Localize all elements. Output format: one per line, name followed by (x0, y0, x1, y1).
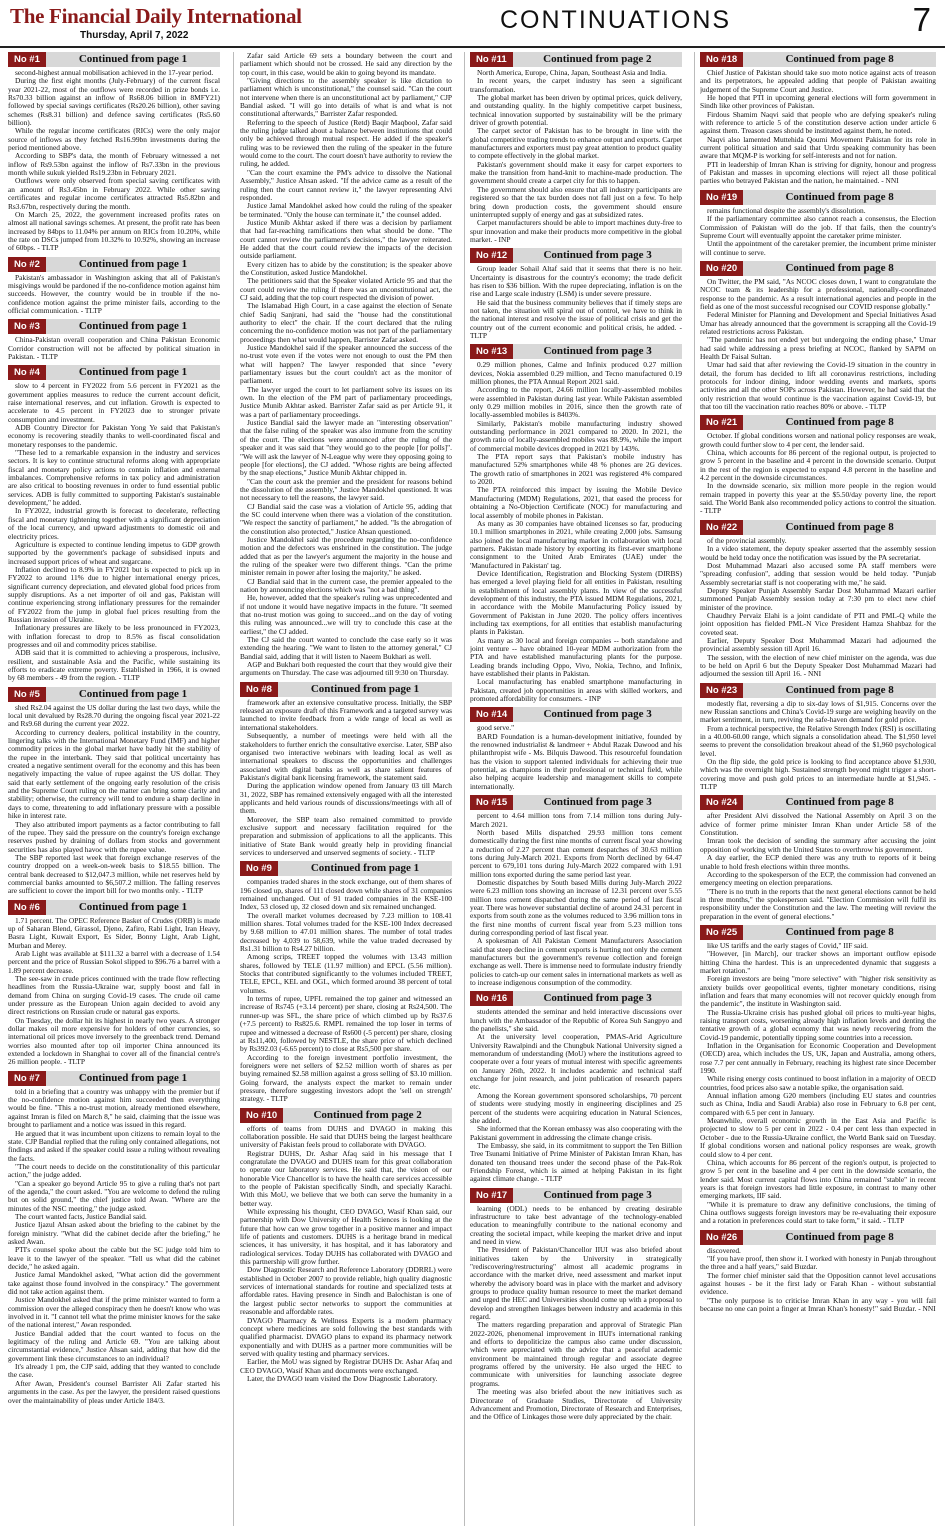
continued-from-label: Continued from page 8 (785, 1230, 894, 1243)
article-paragraph: Foreign investors are being "more selective" with "higher risk sensitivity as anxiety builds over geopolitical events, tighter monetary conditions, rising inflation and fears that many economies will not recover quickly enough from the pandemic", the institute in Washington said. (700, 974, 936, 1009)
article-paragraph: During the first eight months (July-February) of the current fiscal year 2021-22, most of the outflows were recorded in prize bonds i.e. Rs70.33 billion against an inflow of Rs68.06 billion in 8MFY21) followed by special savings certificates (Rs20.26 billion), other saving schemes (Rs8.31 billion) and defence saving certificates (Rs5.60 billion). (8, 76, 220, 128)
article-paragraph: percent to 4.64 million tons from 7.14 million tons during July-March 2021. (470, 811, 682, 829)
article-paragraph: The see-saw in crude prices continued with the trade flow reflecting headlines from the Russia-Ukraine war, supply boost and fall in demand from China on surging Covid-19 cases. The crude oil came under pressure as the European Union again decided to avoid any direct restrictions on Russian crude or natural gas exports. (8, 974, 220, 1017)
continuation-article (470, 707, 682, 791)
article-paragraph: On Tuesday, the dollar hit its highest in nearly two years. A stronger dollar makes oil more expensive for holders of other currencies, so international oil prices move inversely to the greenback trend. Demand worries also mounted after top oil importer China announced its extended a lockdown in Shanghai to cover all of the financial centre's 26 million people. - TLTP (8, 1015, 220, 1067)
article-paragraph: Justice Jamal Mandokhel asked how could the ruling of the speaker be terminated. "Only the house can terminate it," the counsel added. (240, 201, 452, 219)
article-paragraph: In the downside scenario, six million more people in the region would remain trapped in poverty this year at the $5.50/day poverty line, the report said. The World Bank also recommended policy actions to control the situation. - TLTP (700, 481, 936, 516)
article-paragraph: On Twitter, the PM said, "As NCOC closes down, I want to congratulate the NCOC team & its leadership for a professional, nationally-coordinated response to the pandemic. As a result international agencies and people in the field as one of the most successful recognised our COVID response globally." (700, 276, 936, 311)
continuation-number: No #5 (8, 687, 46, 702)
section-title: CONTINUATIONS (500, 6, 732, 34)
article-paragraph: The overall market volumes decreased by 7.23 million to 108.41 million shares. Total volumes traded for the KSE-100 Index decreased by 9.68 million to 47.01 million shares. The number of total trades decreased by 4,039 to 58,639, while the value traded decreased by Rs1.31 billion to Rs4.27 billion. (240, 910, 452, 954)
masthead (0, 0, 945, 48)
continuation-number: No #9 (240, 861, 278, 876)
article-paragraph: North based Mills dispatched 29.93 million tons cement domestically during the first nine months of current fiscal year showing a reduction of 2.27 percent than cement despatches of 30.63 million tons during July-March 2021. Exports from North declined by 64.47 percent to 679,101 tons during July-March 2022 compared with 1.91 million tons exported during the same period last year. (470, 827, 682, 879)
article-paragraph: Justice Mandokhel asked that if the prime minister wanted to form a commission over the alleged conspiracy then he doesn't know who was involved in it. "I cannot tell what the prime minister knows for the sake of the national interest," Awan responded. (8, 1295, 220, 1330)
article-paragraph: modestly flat, reversing a dip to six-day lows of $1,915. Concerns over the new Russian sanctions and China's Covid-19 surge are weighing heavily on the market sentiment, in turn, reviving the safe-haven demand for gold price. (700, 698, 936, 725)
article-paragraph: China, which accounts for 86 percent of the region's output, is projected to grow 5 per cent in the baseline and 4 per cent in the downside scenario, the lender said. Most current capital flows into China remained "stable" in recent years is that foreign investors had little exposure, in contrast to many other emerging markets, IIF said. (700, 1157, 936, 1201)
continuation-number: No #18 (700, 52, 743, 67)
article-paragraph: Naqvi also lamented Muttehida Qoumi Movement Pakistan for its role in current political situation and said that Urdu speaking community has been aware that MQM-P is working for self-interests and not for nation. (700, 134, 936, 161)
continuation-header (8, 257, 220, 272)
article-paragraph: The government should also ensure that all industry participants are registered so that the tax burden does not fall just on a few. To help bring down production costs, the government should ensure uninterrupted supply of energy and gas at subsidized rates. (470, 184, 682, 219)
column-divider (233, 52, 234, 1526)
article-paragraph: On the flip side, the gold price is looking to find acceptance above $1,930, which was the overnight high. Sustained strength beyond might trigger a short-covering move and push gold prices to an intermediate hurdle at $1,945. - TLTP (700, 757, 936, 792)
article-paragraph: The Islamabad High Court, in a case against the election of Senate chief Sadiq Sanjrani, had said the "house had the constitutional authority to elect" the chair. If the court declared that the ruling concerning the no-confidence motion was not part of the parliamentary proceedings then what would happen, Barrister Zafar asked. (240, 301, 452, 344)
article-paragraph: Moreover, the SBP team also remained committed to provide exclusive support and necessary facilitation required for the preparation and submission of applications to all the applicants. This initiative of State Bank would greatly help in providing financial services to underserved and unserved segments of society. - TLTP (240, 814, 452, 857)
article-paragraph: Inflation in the Organisation for Economic Cooperation and Development (OECD) area, which includes the US, UK, Japan and Australia, among others, rose 7.7 per cent annually in February, reaching its highest rate since December 1990. (700, 1041, 936, 1076)
article-paragraph: "Can the court examine the PM's advice to dissolve the National Assembly," Justice Ahsan asked. "If the advice came as a result of the ruling then the court cannot review it," the lawyer representing Alvi responded. (240, 167, 452, 202)
article-paragraph: China, which accounts for 86 percent of the regional output, is projected to grow 5 percent in the baseline and 4 percent in the downside scenario. Output in the rest of the region is expected to expand 4.8 percent in the baseline and 4.2 percent in the downside circumstances. (700, 448, 936, 483)
article-paragraph: Outflows were only observed from special saving certificates with an amount of Rs3.45bn in February 2022. While other saving certificates and regular income certificates attracted Rs5.82bn and Rs3.67bn, respectively during the month. (8, 176, 220, 211)
article-paragraph: Justice Ijazul Ahsan asked about the briefing to the cabinet by the foreign ministry. "What did the cabinet decide after the briefing," he asked Awan. (8, 1220, 220, 1246)
article-paragraph: Justice Mandokhel said the procedure regarding the no-confidence motion and the defectors was enshrined in the constitution. The judge added that as per the lawyer's argument the majority in the house and the ruling of the speaker were two different things. "Can the prime minister remain in power after losing the majority," he asked. (240, 534, 452, 578)
continuation-article (470, 248, 682, 340)
article-paragraph: The carpet sector of Pakistan has to be brought in line with the global competitive trading trends to enhance output and exports. Carpet manufacturers and exporters must pay great attention to product quality to compete effectively in the global market. (470, 126, 682, 161)
article-paragraph: The PTA reinforced this impact by issuing the Mobile Device Manufacturing (MDM) Regulations, 2021, that eased the process for obtaining a No-Objection Certificate (NOC) for manufacturing and local assembly of mobile phones in Pakistan. (470, 485, 682, 520)
continued-from-label: Continued from page 8 (785, 190, 894, 203)
column-3 (470, 52, 682, 1526)
article-paragraph: A day earlier, the ECP denied there was any truth to reports of it being unable to hold fresh elections within three months. (700, 853, 936, 871)
article-paragraph: Zafar said Article 69 sets a boundary between the court and parliament which should not be crossed. He said any direction by the top court, in this case, would be akin to going beyond its mandate. (240, 52, 452, 77)
continued-from-label: Continued from page 3 (543, 708, 652, 721)
article-paragraph: Among scrips, TREET topped the volumes with 13.43 million shares, followed by TELE (11.97 million) and EPCL (5.56 million). Stocks that contributed significantly to the volumes included TREET, TELE, EPCL, KEL and OGL, which formed around 38 percent of total volumes. (240, 952, 452, 995)
continued-from-label: Continued from page 3 (543, 796, 652, 809)
column-2 (240, 52, 452, 1526)
article-paragraph: Earlier, the MoU was signed by Registrar DUHS Dr. Ashar Afaq and CEO DVAGO, Wasif Khan and documents were exchanged. (240, 1357, 452, 1375)
continuation-number: No #15 (470, 795, 513, 810)
continuation-number: No #19 (700, 190, 743, 205)
article-paragraph: As many as 30 local and foreign companies -- both standalone and joint venture -- have obtained 10-year MDM authorization from the PTA and have established manufacturing plants for the purpose. Leading brands including Oppo, Vivo, Nokia, Techno, and Infinix, have established their plants in Pakistan. (470, 635, 682, 679)
article-paragraph: Inflation declined to 8.9% in FY2021 but is expected to pick up in FY2022 to around 11% due to higher international energy prices, significant currency depreciation, and elevated global food prices from supply disruptions. As a net importer of oil and gas, Pakistan will continue experiencing strong inflationary pressures for the remainder of FY2022 from the jump in global fuel prices resulting from the Russian invasion of Ukraine. (8, 564, 220, 624)
continuation-article (470, 795, 682, 987)
continuation-header (8, 52, 220, 67)
article-paragraph: "Can a speaker go beyond Article 95 to give a ruling that's not part of the agenda," the court asked. "You are welcome to defend the ruling but on solid ground," the chief justice told Awan. "Where are the minutes of the NSC meeting," the judge asked. (8, 1178, 220, 1213)
continuation-header (240, 1108, 452, 1123)
article-paragraph: The PTA report says that Pakistan's mobile industry has manufactured 52% smartphones while 48 % phones are 2G devices. The growth ratio of smartphones in 2021 was registered 4% compared to 2020. (470, 452, 682, 487)
continuation-article (470, 52, 682, 244)
continuation-header (470, 707, 682, 722)
article-paragraph: Group leader Sohail Altaf said that it seems that there is no heir. Uncertainty is disastrous for the country's economy; the trade deficit has risen to $36 billion. With the rupee depreciating, inflation is on the rise and Large scale industry (LSM) is under severe pressure. (470, 264, 682, 299)
article-paragraph: "Giving directions to the assembly speaker is like dictation to parliament which is unconstitutional," the counsel said. "Can the court not intervene when there is an unconstitutional act by parliament," CJP Bandial asked. "I will go into details of what is and what is not constitutional afterwards," Barrister Zafar responded. (240, 76, 452, 119)
article-paragraph: After Awan, President's counsel Barrister Ali Zafar started his arguments in the case. As per the lawyer, the president raised questions over the maintainability of pleas under Article 184/3. (8, 1378, 220, 1405)
continued-from-label: Continued from page 1 (78, 320, 188, 333)
continuation-header (700, 261, 936, 276)
article-paragraph: Device Identification, Registration and Blocking System (DIRBS) has emerged a level playing field for all entities in Pakistan, resulting in establishment of local assembly plants. In view of the successful development of this industry, the PTA issued MDM Regulations, 2021, in accordance with the Mobile Manufacturing Policy issued by Government of Pakistan in June 2020. The policy offers incentives including tax exemptions, for all entities that establish manufacturing plants in Pakistan. (470, 568, 682, 637)
article-paragraph: The matters regarding preparation and approval of Strategic Plan 2022-2026, phenomenal improvement in IIUI's international ranking and efforts to depoliticize the campus also came under discussion, which were appreciated with the advice that a peaceful academic environment be maintained through regular and associate degree programs offered by the university. He also urged the HEC to communicate with universities for launching associate degree programs. (470, 1320, 682, 1388)
continued-from-label: Continued from page 1 (78, 366, 188, 379)
article-paragraph: Arab Light was available at $111.32 a barrel with a decrease of 1.54 percent and the price of Russian Sokol slipped to $96.76 a barrel with a 1.89 percent decrease. (8, 948, 220, 975)
continuation-header (470, 795, 682, 810)
continuation-article (8, 900, 220, 1067)
article-paragraph: While the regular income certificates (RICs) were the only major source of inflows as they fetched Rs16.99bn investments during the period mentioned above. (8, 126, 220, 153)
continuation-header (700, 190, 936, 205)
continuation-article (8, 257, 220, 316)
article-paragraph: 1.71 percent. The OPEC Reference Basket of Crudes (ORB) is made up of Saharan Blend, Girassol, Djeno, Zafiro, Rabi Light, Iran Heavy, Basra Light, Kuwait Export, Es Sider, Bonny Light, Arab Light, Murban and Merey. (8, 915, 220, 950)
continuation-article (8, 365, 220, 682)
article-paragraph: A spokesman of All Pakistan Cement Manufacturers Association said that steep decline in cement exports is hurting not only the cement manufacturers but the government's revenue collection and foreign exchange as well. There is immense need to formulate industry friendly policies to catch-up our cement sales in international markets as well as to increase indigenous consumption of the commodity. (470, 936, 682, 988)
continuation-number: No #16 (470, 991, 513, 1006)
article-paragraph: 0.29 million phones, Calme and Infinix produced 0.27 million devices, Nokia assembled 0.29 million, and Tecno manufactured 0.19 million phones, the PTA Annual Report 2021 said. (470, 360, 682, 386)
article-paragraph: Local manufacturing has enabled smartphone manufacturing in Pakistan, created job opportunities in areas with skilled workers, and promoted affordability for consumers. - INP (470, 677, 682, 704)
article-paragraph: ADB said that it is committed to achieving a prosperous, inclusive, resilient, and sustainable Asia and the Pacific, while sustaining its efforts to eradicate extreme poverty. Established in 1966, it is owned by 68 members - 49 from the region. - TLTP (8, 648, 220, 683)
article-paragraph: Referring to the speech of Justice (Retd) Baqir Maqbool, Zafar said the ruling judge talked about a balance between institutions that could only be achieved through mutual respect. He added if the speaker's ruling was to be reviewed then the ruling of the speaker in the future would come to the court. The court doesn't have authority to review the ruling, he added. (240, 117, 452, 169)
continuation-number: No #12 (470, 248, 513, 263)
article-paragraph: Deputy Speaker Punjab Assembly Sardar Dost Muhammad Mazari earlier summoned Punjab Assembly session today at 7:30 pm to elect new chief minister of the province. (700, 585, 936, 612)
continuation-number: No #23 (700, 683, 743, 698)
continuation-number: No #7 (8, 1071, 46, 1086)
article-paragraph: According to SBP's data, the month of February witnessed a net inflow of Rs9.53bn against the inflow of Rs7.33bn in the previous month while sukuk yielded Rs19.23bn in February 2021. (8, 151, 220, 178)
continuation-number: No #14 (470, 707, 513, 722)
continuation-article (700, 52, 936, 186)
continuation-number: No #3 (8, 319, 46, 334)
article-paragraph: On March 25, 2022, the government increased profits rates on almost all national savings schemes. At present, the profit rate has been increased by 84bps to 11.04% per annum on RICs from 10.20%, while the rate on DSCs jumped from 10.32% to 10.92%, showing an increase of 60bps. - TLTP (8, 209, 220, 253)
article-paragraph: At the university level cooperation, PMAS-Arid Agriculture University Rawalpindi and the Chungbuk National University signed a memorandum of understanding (MoU) where the institutions agreed to cooperate over a four years of mutual interest with specific agreements on January 26th, 2022. It includes academic and technical staff exchange for joint research, and joint publication of research papers etc. (470, 1032, 682, 1092)
continued-from-label: Continued from page 8 (785, 796, 894, 809)
continuation-article (240, 1108, 452, 1384)
article-paragraph: During the application window opened from January 03 till March 31, 2022, SBP has remained extensively engaged with all the interested applicants and held various rounds of discussions/meetings with all of them. (240, 781, 452, 816)
continuation-article (8, 52, 220, 253)
continued-from-label: Continued from page 8 (785, 683, 894, 696)
article-paragraph: AGP and Bukhari both requested the court that they would give their arguments on Thursday. The case was adjourned till 9:30 on Thursday. (240, 660, 452, 678)
article-paragraph: According to the spokesperson of the ECP, the commission had convened an emergency meeting on election preparations. (700, 869, 936, 888)
continuation-number: No #4 (8, 365, 46, 380)
continuation-number: No #10 (240, 1108, 283, 1123)
continuation-article (240, 682, 452, 858)
article-paragraph: Pakistan's ambassador in Washington asking that all of Pakistan's misgivings would be pardoned if the no-confidence motion against him succeeds. However, the country would be in trouble if the no-confidence motion against the prime minister fails, according to the official communication. - TLTP (8, 272, 220, 315)
article-paragraph: Dost Muhammad Mazari also accused some PA staff members were "spreading confusion", adding that session would be held today. "Punjab Assembly secretariat staff is not cooperating with me," he said. (700, 560, 936, 587)
article-paragraph: slow to 4 percent in FY2022 from 5.6 percent in FY2021 as the government applies measures to reduce the current account deficit, raise international reserves, and cut inflation. Growth is expected to accelerate to 4.5 percent in FY2023 due to stronger private consumption and investment. (8, 381, 220, 424)
article-paragraph: While expressing his thought, CEO DVAGO, Wasif Khan said, our partnership with Dow University of Health Sciences is looking at the future that how can we grow together in a positive manner and impact life of patients and customers. DUHS is a heritage brand in medical sciences, it has university, it has hospital, and it has laboratory and radiological services. Today DUHS has collaborated with DVAGO and this partnership will grow further. (240, 1207, 452, 1267)
article-paragraph: Justice Bandial said the lawyer made an "interesting observation" that the false ruling of the speaker was also immune from the scrutiny of the court. The elections were announced after the ruling of the speaker and it was said that "they would go to the people [for polls]". "We will ask the lawyer of N-League why were they opposing going to people [for elections], the CJ added. "Whose rights are being affected by the snap elections," Justice Munib Akhtar chipped in. (240, 418, 452, 478)
article-paragraph: Until the appointment of the caretaker premier, the incumbent prime minister will continue to serve. (700, 239, 936, 257)
article-paragraph: Justice Jamal Mandokhel asked, "What action did the government take against those found involved in the conspiracy." The government did not take action against them. (8, 1270, 220, 1297)
article-paragraph: ADB Country Director for Pakistan Yong Ye said that Pakistan's economy is recovering steadily thanks to well-coordinated fiscal and monetary responses to the pandemic. (8, 423, 220, 449)
continuation-article (8, 1071, 220, 1405)
continuation-article (700, 520, 936, 679)
article-paragraph: The Russia-Ukraine crisis has pushed global oil prices to multi-year highs, raising transport costs, worsening already high inflation levels and denting the tentative growth of a global economy that was newly recovering from the Covid-19 pandemic, potentially tipping some countries into a recession. (700, 1007, 936, 1042)
article-paragraph: He, however, added that the speaker's ruling was unprecedented and if not undone it would have negative impacts in the future. "It seemed that no-trust motion was going to succeed...and on the day of voting this ruling was announced...we will try to conclude this case at the earliest," the CJ added. (240, 593, 452, 636)
continuation-number: No #13 (470, 344, 513, 359)
continuation-header (240, 861, 452, 876)
article-paragraph: Subsequently, a number of meetings were held with all the stakeholders to further enrich the consultative exercise. Later, SBP also organised two interactive webinars with leading local as well as international speakers to discuss the opportunities and challenges associated with digital banks as well as share salient features of Pakistan's digital bank licensing framework, the statement said. (240, 731, 452, 782)
continuation-header (700, 925, 936, 940)
article-paragraph: companies traded shares in the stock exchange, out of them shares of 196 closed up, shares of 111 closed down while shares of 31 companies remained unchanged. Out of 91 traded companies in the KSE-100 Index, 53 closed up, 32 closed down and six remained unchanged. (240, 877, 452, 912)
continued-from-label: Continued from page 1 (310, 682, 420, 695)
continuation-article (470, 991, 682, 1183)
continuation-number: No #6 (8, 900, 46, 915)
continued-from-label: Continued from page 3 (543, 249, 652, 262)
continuation-article (700, 415, 936, 515)
continuation-article (700, 190, 936, 257)
article-paragraph: Dow Diagnostic Research and Reference Laboratory (DDRRL) were established in October 2007 to provide reliable, high quality diagnostic services of international standards for routine and specialized tests at affordable rates. Having presence in Sindh and Balochistan is one of the largest public sector networks to support the communities at reasonable and affordable rates. (240, 1265, 452, 1317)
continued-from-label: Continued from page 2 (313, 1108, 422, 1121)
article-paragraph: Inflationary pressures are likely to be less pronounced in FY2023, with inflation forecast to drop to 8.5% as fiscal consolidation progresses and oil and commodity prices stabilise. (8, 623, 220, 649)
article-paragraph: Similarly, Pakistan's mobile manufacturing industry showed outstanding performance in 2021 compared to 2020. In 2021, the growth ratio of locally-assembled mobiles was 88.9%, while the import of commercial mobile devices dropped in 2021 by 143%. (470, 418, 682, 453)
continuation-header (470, 1188, 682, 1203)
continued-from-label: Continued from page 2 (543, 53, 652, 65)
article-paragraph: If the parliamentary committee also cannot reach a consensus, the Election Commission of Pakistan will do the job. If that fails, then the country's Supreme Court will eventually appoint the caretaker prime minister. (700, 214, 936, 240)
article-paragraph: The court wanted facts, Justice Bandial said. (15, 1211, 147, 1221)
continuation-number: No #21 (700, 415, 743, 430)
article-paragraph: "These led to a remarkable expansion in the industry and services sectors. It is key to continue structural reforms along with appropriate fiscal and monetary policy actions to contain inflation and external imbalances. Comprehensive reforms in tax policy and administration are also critical to boosting revenues in order to fund essential public services. ADB is fully committed to supporting Pakistan's sustainable development," he added. (8, 448, 220, 508)
article-paragraph: students attended the seminar and held interactive discussions over lunch with the Ambassador of the Republic of Korea Suh Sangpyo and the panelists," she said. (470, 1007, 682, 1034)
article-paragraph: The CJ said the court wanted to conclude the case early so it was extending the hearing. "We want to listen to the attorney general," CJ Bandial said, adding that it will listen to Naeem Bukhari as well. (240, 635, 452, 661)
continuation-header (700, 520, 936, 535)
article-paragraph: The Embassy, she said, in its commitment to support the Ten Billion Tree Tsunami Initiative of Prime Minister of Pakistan Imran Khan, has donated ten thousand trees under the second phase of the Pak-Rok Friendship Forest, which is aimed at helping Pakistan in its fight against climate change. - TLTP (470, 1140, 682, 1184)
continuation-number: No #8 (240, 682, 278, 697)
continuation-header (700, 1230, 936, 1245)
article-paragraph: Firdous Shamim Naqvi said that people who are defying speaker's ruling with reference to article 5 of the constitution deserve action under article 6 against them. Treason cases should be instituted against them, he noted. (700, 109, 936, 136)
continuation-number: No #25 (700, 925, 743, 940)
continuation-number: No #2 (8, 257, 46, 272)
article-paragraph: Chaudhry Pervaiz Elahi is a joint candidate of PTI and PML-Q while the joint opposition has fielded PML-N Vice President Hamza Shahbaz for the coveted seat. (700, 610, 936, 637)
continued-from-label: Continued from page 1 (78, 53, 188, 65)
article-paragraph: It's already 1 pm, the CJP said, adding that they wanted to conclude the case. (8, 1362, 220, 1380)
continuation-article (700, 1230, 936, 1314)
article-paragraph: BARD Foundation is a human-development initiative, founded by the renowned industrialist & landmeer + Abdul Razak Dawood and his philanthropist wife - Ms. Bilquis Dawood. This resourceful foundation has the vision to support talented individuals for achieving their true potential, as champions in their professional or technical field, while also helping acquire leadership and management skills to compete internationally. (470, 731, 682, 791)
continuation-article (240, 52, 452, 678)
continuation-header (470, 248, 682, 263)
continued-from-label: Continued from page 8 (785, 261, 894, 274)
article-paragraph: Meanwhile, overall economic growth in the East Asia and Pacific is projected to slow to 5 per cent in 2022 - 0.4 per cent less than expected in October - due to the Russia-Ukraine conflict, the World Bank said on Tuesday. If global conditions worsen and national policy responses are weak, growth could slow to 4 per cent. (700, 1116, 936, 1159)
article-paragraph: According to the foreign investment portfolio investment, the foreigners were net sellers of $2.52 million worth of shares as per buying remained $2.58 million against a gross selling of $3.10 million. Going forward, the analysts expect the market to remain under pressure, therefore suggesting investors adopt the 'sell on strength' strategy. - TLTP (240, 1052, 452, 1104)
article-paragraph: Justice Munib Akhtar asked if there was a decision by parliament that had far-reaching ramifications then what should be done. "The court cannot review the parliament's decisions," the lawyer reiterated. He added that the court could review the impacts of the decision outside parliament. (240, 217, 452, 261)
article-paragraph: He said that the business community believes that if timely steps are not taken, the situation will spiral out of control, we have to think in the national interest and resolve the issue of political crisis and get the country out of the current economic and political crisis, he added. - TLTP (470, 297, 682, 340)
article-paragraph: In FY2022, industrial growth is forecast to decelerate, reflecting fiscal and monetary tightening together with a significant depreciation of the local currency, and upward adjustments to domestic oil and electricity prices. (8, 506, 220, 541)
article-paragraph: of the provincial assembly. (707, 535, 787, 545)
continued-from-label: Continued from page 3 (543, 345, 652, 358)
continuation-number: No #22 (700, 520, 743, 535)
article-paragraph: Agriculture is expected to continue lending impetus to GDP growth supported by the government's package of subsidised inputs and increased support prices of wheat and sugarcane. (8, 539, 220, 566)
article-paragraph: The SBP reported last week that foreign exchange reserves of the country dropped on a week-on-week basis to $18.55 billion. The central bank decreased to $12,047.3 million, while net reserves held by commercial banks amounted to $6,507.2 million. The falling reserves are sufficient to cover the import bill for two months only. - TLTP (8, 852, 220, 896)
continued-from-label: Continued from page 8 (785, 925, 894, 938)
continuation-header (700, 52, 936, 67)
continuation-number: No #26 (700, 1230, 743, 1245)
article-paragraph: The former chief minister said that the Opposition cannot level accusations against houses - be it the first lady or Farah Khan - without substantial evidence. (700, 1270, 936, 1297)
continuation-article (700, 795, 936, 920)
continuation-header (470, 991, 682, 1006)
article-paragraph: told in a briefing that a country was unhappy with the premier but if the no-confidence motion against him succeeded then everything would be fine. "This a no-trust motion, already mentioned elsewhere, against Imran is filed on March 8," he said, claiming that the issue was brought to parliament and a notice was issued in this regard. (8, 1086, 220, 1130)
continued-from-label: Continued from page 3 (543, 1188, 652, 1201)
article-paragraph: October. If global conditions worsen and national policy responses are weak, growth could further slow to 4 per cent, the lender said. (700, 431, 936, 449)
article-paragraph: DVAGO Pharmacy & Wellness Experts is a modern pharmacy concept where medicines are sold following the best standards with qualified pharmacist. DVAGO plans to expand its pharmacy network exponentially and with DUHS as a partner more communities will be served with quality testing and pharmacy services. (240, 1315, 452, 1358)
article-paragraph: The session, with the election of new chief minister on the agenda, was due to be held on April 6 but the Deputy Speaker Dost Muhammad Mazari had adjourned the session till April 16. - NNI (700, 652, 936, 679)
article-paragraph: The global market has been driven by optimal prices, quick delivery, and outstanding quality. In the highly competitive carpet business, technical innovation supported by sustainability will be the primary driver of growth potential. (470, 93, 682, 128)
article-paragraph: CJ Bandial said that in the current case, the premier appealed to the nation by announcing elections which was "not a bad thing". (240, 576, 452, 594)
article-paragraph: Registrar DUHS, Dr. Ashar Afaq said in his message that I congratulate the DVAGO and DUHS team for this great collaboration to operate our laboratory services. He said that, the vision of our honorable Vice Chancellor is to have the health care services accessible to the people of Pakistan specifically Sindh, and specially Karachi. With this MoU, we believe that we both can serve the humanity in a better way. (240, 1148, 452, 1208)
continued-from-label: Continued from page 1 (78, 1071, 188, 1084)
article-paragraph: According to the report, 24.66 million locally-assembled mobiles were assembled in Pakistan during last year. While Pakistan assembled only 0.29 million mobiles in 2016, since then the growth rate of locally-assembled mobiles is 8403%. (470, 385, 682, 420)
continuation-header (8, 319, 220, 334)
continuation-header (700, 683, 936, 698)
column-divider (694, 52, 695, 1526)
page-number: 7 (912, 1, 931, 38)
article-paragraph: framework after an extensive consultative process. Initially, the SBP released an exposure draft of this Framework and a targeted survey was launched to invite feedback from a wide range of local as well as international stakeholders. (240, 697, 452, 732)
column-1 (8, 52, 220, 1526)
column-divider (464, 52, 465, 1526)
article-paragraph: second-highest annual mobilisation achieved in the 17-year period. (15, 68, 214, 77)
continued-from-label: Continued from page 8 (785, 416, 894, 429)
article-paragraph: learning (ODL) needs to be enhanced by creating desirable infrastructure to take best advantage of the technology-enabled education to meaningfully contribute to the national economy and creating the societal impact, while keeping the market drive and input and need in view. (470, 1203, 682, 1246)
continued-from-label: Continued from page 1 (78, 687, 188, 700)
continuation-article (700, 925, 936, 1226)
column-4 (700, 52, 936, 1526)
article-paragraph: efforts of teams from DUHS and DVAGO in making this collaboration possible. He said that DUHS being the largest healthcare university of Pakistan feels proud to collaborate with DVAGO. (240, 1123, 452, 1150)
article-paragraph: after President Alvi dissolved the National Assembly on April 3 on the advice of former prime minister Imran Khan under Article 58 of the Constitution. (700, 811, 936, 838)
article-paragraph: In a video statement, the deputy speaker asserted that the assembly session would be held today once the notification was issued by the PA secretariat. (700, 544, 936, 562)
continued-from-label: Continued from page 8 (785, 53, 894, 65)
article-paragraph: Justice Bandial added that the court wanted to focus on the legitimacy of the ruling and Article 69. "You are talking about circumstantial evidence," Justice Ahsan said, adding that how did the government link these circumstances to an individual? (8, 1328, 220, 1363)
article-paragraph: He argued that it was incumbent upon citizens to remain loyal to the state. CJP Bandial replied that the ruling only contained allegations, not findings and asked if the speaker could issue a ruling without revealing the facts. (8, 1128, 220, 1163)
article-paragraph: He hoped that PTI in upcoming general elections will form government in Sindh like other provinces of Pakistan. (700, 93, 936, 111)
article-paragraph: The lawyer urged the court to let parliament solve its issues on its own. In the election of the PM part of parliamentary proceedings, Justice Munib Akhtar asked. Barrister Zafar said as per Article 91, it was a part of parliamentary proceedings. (240, 384, 452, 419)
continued-from-label: Continued from page 1 (78, 900, 188, 913)
continuation-header (700, 795, 936, 810)
article-paragraph: Later, the DVAGO team visited the Dow Diagnostic Laboratory. (247, 1373, 438, 1383)
article-paragraph: Every citizen has to abide by the constitution; is the speaker above the Constitution, asked Justice Mandokhel. (240, 259, 452, 277)
article-paragraph: The petitioners said that the Speaker violated Article 95 and that the court could review the ruling if there was an unconstitutional act, the CJ said, adding that the top court respected the division of power. (240, 276, 452, 302)
article-paragraph: like US tariffs and the early stages of Covid," IIF said. (707, 940, 868, 950)
article-paragraph: They also attributed import payments as a factor contributing to fall of the rupee. They said the pressure on the country's foreign exchange reserves pushed by draining of dollars from stocks and government securities has also played havoc with the rupee value. (8, 819, 220, 854)
article-paragraph: She informed that the Korean embassy was also cooperating with the Pakistani government in addressing the climate change crisis. (470, 1124, 682, 1142)
article-paragraph: Imran took the decision of sending the summary after accusing the joint opposition of working with the United States to overthrow his government. (700, 836, 936, 854)
newspaper-name: The Financial Daily International (10, 4, 302, 28)
article-paragraph: The meeting was also briefed about the new initiatives such as Directorate of Graduate Studies, Directorate of University Advancement and Promotion, Directorate of Research and Enterprises, and the Office of Linkages those were duly appreciated by the chair. (470, 1387, 682, 1422)
continuation-header (470, 344, 682, 359)
article-paragraph: Umar had said that after reviewing the Covid-19 situation in the country in detail, the forum has decided to lift all coronavirus restrictions, including protocols for indoor dining, indoor wedding events and markets, sports activities and all the other SOPs across Pakistan. However, he had said that the only restriction that would continue is the vaccination against Covid-19, but that too till the vaccination ratio reaches 80% or above. - TLTP (700, 360, 936, 412)
article-paragraph: From a technical perspective, the Relative Strength Index (RSI) is oscillating in a 40.00-60.00 range, which signals a consolidation ahead. The $1,950 level seems to prevent the consolidation breakout ahead of the $1,960 psychological level. (700, 723, 936, 758)
article-paragraph: PTI's counsel spoke about the cable but the SC judge told him to leave it to the lawyer of the speaker. "Tell us what did the cabinet decide," he asked again. (8, 1245, 220, 1271)
continuation-article (700, 261, 936, 412)
continuation-number: No #24 (700, 795, 743, 810)
article-paragraph: good serve." (477, 723, 515, 733)
article-paragraph: discovered. (707, 1245, 741, 1255)
article-paragraph: Chief Justice of Pakistan should take suo moto notice against acts of treason and its perpetrators, he appealed adding that people of Pakistan awaiting judgement of the Supreme Court and Justice. (700, 68, 936, 94)
continuation-article (240, 861, 452, 1103)
continued-from-label: Continued from page 1 (310, 862, 420, 875)
article-paragraph: "The court needs to decide on the constitutionality of this particular action," the judge added. (8, 1161, 220, 1180)
article-paragraph: "The pandemic has not ended yet but undergoing the ending phase," Umar had said while addressing a press briefing at NCOC, flanked by SAPM on Health Dr Faisal Sultan. (700, 335, 936, 361)
continued-from-label: Continued from page 8 (785, 520, 894, 533)
article-paragraph: "Can the court ask the premier and the president for reasons behind the dissolution of the assembly," Justice Mandokhel questioned. It was not necessary to tell the reasons, the lawyer said. (240, 476, 452, 503)
article-paragraph: Justice Mandokhel said if the speaker announced the success of the no-trust vote even if the votes were not enough to oust the PM then what will happen? The lawyer responded that since "every parliamentary issues but the court couldn't act as the monitor of parliament. (240, 343, 452, 386)
article-paragraph: "If you have proof, then show it. I worked with honesty in Punjab throughout the three and a half years," said Buzdar. (700, 1253, 936, 1272)
issue-date: Thursday, April 7, 2022 (80, 30, 189, 41)
article-paragraph: "The only purpose is to criticise Imran Khan in any way - you will fail because no one can point a finger at Imran Khan's honesty!" said Buzdar. - NNI (700, 1295, 936, 1313)
article-paragraph: Carpet manufacturers should be able to import machines duty-free to spur innovation and make their products more competitive in the global market. - INP (470, 218, 682, 244)
continuation-article (470, 1188, 682, 1422)
article-paragraph: Domestic dispatches by South based Mills during July-March 2022 were 6.23 million tons showing an increase of 12.31 percent over 5.55 million tons cement dispatched during the same period of last fiscal year. There was however substantial decline of around 24.31 percent in exports from south zone as the volumes reduced to 3.96 million tons in the first nine months of current fiscal year from 5.23 million tons during corresponding period of last fiscal year. (470, 877, 682, 937)
continuation-number: No #17 (470, 1188, 513, 1203)
article-paragraph: While rising energy costs continued to boost inflation in a majority of OECD countries, food prices also saw a notable spike, the organisation said. (700, 1074, 936, 1092)
continuation-article (8, 687, 220, 896)
continuation-header (8, 900, 220, 915)
continuation-header (8, 687, 220, 702)
continued-from-label: Continued from page 1 (78, 257, 188, 270)
continuation-article (700, 683, 936, 792)
article-paragraph: PTI in leadership of Imran Khan is striving for dignity, honour and progress of Pakistan and masses in upcoming elections will reject all those political parties who betrayed Pakistan and the nation, he maintained. - NNI (700, 159, 936, 186)
continuation-header (240, 682, 452, 697)
article-paragraph: Federal Minister for Planning and Development and Special Initiatives Asad Umar has already announced that the government is scrapping all the Covid-19 related restrictions across Pakistan. (700, 310, 936, 336)
article-paragraph: Among the Korean government sponsored scholarships, 70 percent of students were studying mostly in engineering disciplines and 25 percent of the students were acquiring education in Natural Sciences, she added. (470, 1090, 682, 1125)
article-paragraph: In recent years, the carpet industry has seen a significant transformation. (470, 76, 682, 94)
continuation-number: No #1 (8, 52, 46, 67)
continuation-article (8, 319, 220, 361)
article-paragraph: "There is no truth in the reports that the next general elections cannot be held in three months," the spokesperson said. "Election Commission will fulfil its responsibility under the Constitution and the law. The meeting will review the preparation in the event of general elections." (700, 886, 936, 921)
article-paragraph: The President of Pakistan/Chancellor IIUI was also briefed about initiatives taken by the University in strategically "rediscovering/restructuring" almost all academic programs in accordance with the market drive, need assessment and market input whereby the advisory board was in place with the market and advisory groups to produce quality human resource to meet the market demand and urged the HEC and Universities should come up with a proposal to develop and strengthen linkages between industry and academia in this regard. (470, 1245, 682, 1322)
article-paragraph: "While it is premature to draw any definitive conclusions, the timing of China outflows suggests foreign investors may be re-evaluating their exposure and a rotation in preferences could start to take form," it said. - TLTP (700, 1199, 936, 1226)
continuation-header (470, 52, 682, 67)
continuation-article (470, 344, 682, 703)
article-paragraph: China-Pakistan overall cooperation and China Pakistan Economic Corridor construction will not be affected by political situation in Pakistan. - TLTP (8, 335, 220, 361)
article-paragraph: As many as 30 companies have obtained licenses so far, producing 10.1 million smartphones in 2021, while creating 2,000 jobs. Samsung also joined the local manufacturing market in collaboration with local partners. Pakistan made history by exporting its first-ever smartphone consignment to the United Arab Emirates (UAE) under the 'Manufactured in Pakistan' tag. (470, 518, 682, 570)
article-paragraph: Annual inflation among G20 members (including EU states and countries such as China, India and Saudi Arabia) also rose in February to 6.8 per cent, compared with 6.5 per cent in January. (700, 1091, 936, 1117)
continuation-number: No #20 (700, 261, 743, 276)
article-paragraph: shed Rs2.04 against the US dollar during the last two days, while the local unit devalued by Rs28.70 during the ongoing fiscal year 2021-22 and Rs9.68 during the current year 2022. (8, 702, 220, 729)
continuation-number: No #11 (470, 52, 513, 67)
continuation-header (8, 1071, 220, 1086)
article-paragraph: remains functional despite the assembly's dissolution. (707, 205, 866, 215)
article-paragraph: CJ Bandial said the case was a violation of Article 95, adding that the SC could intervene when there was a violation of the constitution. "We respect the sanctity of parliament," he added. "Is the abrogation of the constitution also protected," Justice Ahsan questioned. (240, 501, 452, 536)
article-paragraph: North America, Europe, China, Japan, Southeast Asia and India. (477, 68, 667, 77)
continued-from-label: Continued from page 3 (543, 992, 652, 1005)
article-paragraph: Earlier, Deputy Speaker Dost Muhammad Mazari had adjourned the provincial assembly session till April 16. (700, 635, 936, 654)
article-paragraph: "However, [in March], our tracker shows an important outflow episode hitting China the hardest. This is an unprecedented dynamic that suggests a market rotation." (700, 949, 936, 975)
article-paragraph: According to currency dealers, political instability in the country, lingering talks with the International Monetary Fund (IMF) and higher commodity prices in the global market have badly hit the stability of the rupee in the interbank. They said that political uncertainty has created a negative sentiment overall for the economy and this has been negatively impacting the value of rupee against the US dollar. They said that early settlement of the ongoing early resolution of the crisis and the Supreme Court ruling on the matter can bring some clarity and stability; otherwise, the currency will tend to endure a sharp decline in days to come, threatening to add inflationary pressure with a possible hike in interest rate. (8, 727, 220, 821)
continuation-header (700, 415, 936, 430)
article-paragraph: Pakistan's government should make it easy for carpet exporters to make the transition from hand-knit to machine-made production. The government should create a carpet city for this to happen. (470, 159, 682, 186)
continuation-header (8, 365, 220, 380)
article-paragraph: In terms of rupee, UPFL remained the top gainer and witnessed an increase of Rs745 (+3.14 percent) per share, closing at Rs24,500. The runner-up was SFL, the share price of which climbed up by Rs37.6 (+7.5 percent) to Rs825.6. RMPL remained the top loser in terms of rupee and witnessed a decrease of Rs600 (-5 percent) per share, closing at Rs11,400, followed by NESTLE, the share price of which declined by Rs392.03 (-6.65 percent) to close at Rs5,500 per share. (240, 994, 452, 1054)
